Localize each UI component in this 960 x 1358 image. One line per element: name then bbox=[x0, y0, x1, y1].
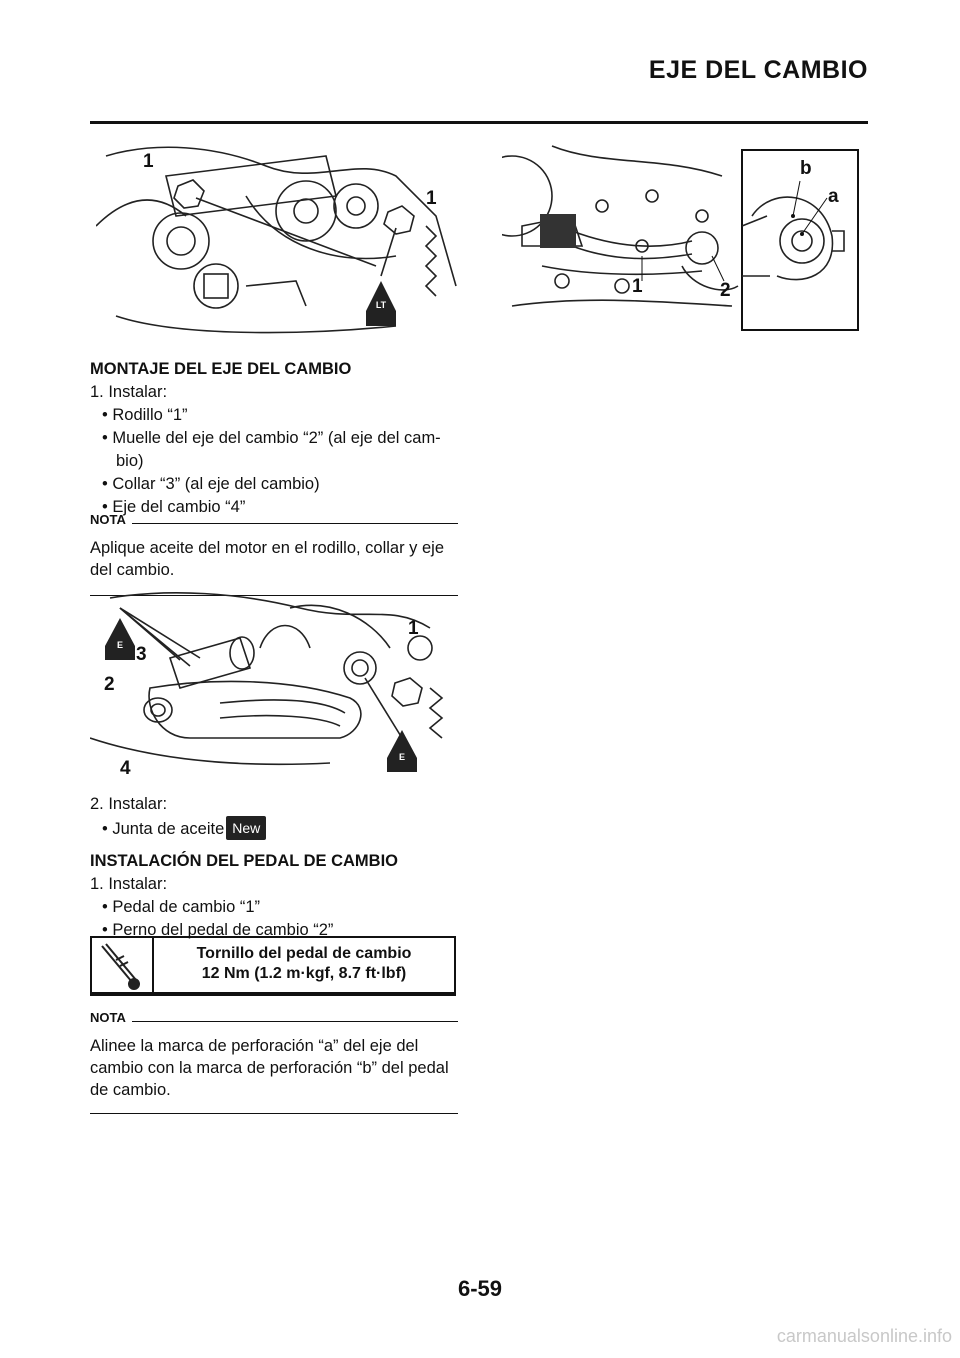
oil-seal-text: • Junta de aceite bbox=[102, 820, 225, 838]
section2-item-2: • Perno del pedal de cambio “2” bbox=[102, 921, 334, 939]
fig2-label-2: 2 bbox=[720, 280, 731, 301]
nota-2-label: NOTA bbox=[90, 1010, 126, 1025]
page-number: 6-59 bbox=[457, 1276, 503, 1301]
section2-heading: INSTALACIÓN DEL PEDAL DE CAMBIO bbox=[90, 852, 399, 870]
fig3-label-2: 2 bbox=[104, 674, 115, 695]
figure-shift-shaft bbox=[96, 136, 461, 346]
section1-item-2: • Muelle del eje del cambio “2” (al eje del cam- bbox=[102, 429, 441, 447]
fig2-label-a: a bbox=[828, 186, 839, 207]
fig3-label-4: 4 bbox=[120, 758, 131, 779]
fig3-label-3: 3 bbox=[136, 644, 147, 665]
fig3-label-1: 1 bbox=[408, 618, 419, 639]
figure-shift-pedal bbox=[502, 136, 862, 346]
header-rule bbox=[90, 121, 868, 124]
fig2-label-b: b bbox=[800, 158, 812, 179]
fig1-label-1b: 1 bbox=[426, 188, 437, 209]
lt-marker: LT bbox=[375, 300, 387, 310]
nota-1-text: Aplique aceite del motor en el rodillo, collar y eje del cambio. bbox=[90, 539, 445, 579]
nota-1 bbox=[90, 512, 458, 596]
new-badge: New bbox=[226, 816, 266, 840]
section1-item-2-cont: bio) bbox=[116, 452, 144, 470]
fig1-label-1a: 1 bbox=[143, 151, 154, 172]
section1-item-4: • Eje del cambio “4” bbox=[102, 498, 246, 516]
e-marker-1: E bbox=[116, 640, 124, 650]
nota-1-label: NOTA bbox=[90, 512, 126, 527]
nota-2 bbox=[90, 1010, 458, 1114]
section2-step1: 1. Instalar: bbox=[90, 875, 168, 893]
watermark: carmanualsonline.info bbox=[776, 1326, 952, 1346]
section1-item-3: • Collar “3” (al eje del cambio) bbox=[102, 475, 320, 493]
torque-wrench-icon bbox=[92, 938, 154, 992]
torque-spec-box bbox=[90, 936, 456, 996]
section1-step1: 1. Instalar: bbox=[90, 383, 168, 401]
fig2-label-1: 1 bbox=[632, 276, 643, 297]
section1-step2-item bbox=[102, 816, 266, 840]
torque-value: 12 Nm (1.2 m·kgf, 8.7 ft·lbf) bbox=[201, 965, 407, 982]
nota-2-text: Alinee la marca de perforación “a” del eje del cambio con la marca de perforación “b” del pedal de cambio. bbox=[90, 1037, 449, 1099]
page-title: EJE DEL CAMBIO bbox=[648, 56, 868, 84]
section1-heading: MONTAJE DEL EJE DEL CAMBIO bbox=[90, 360, 352, 378]
section2-item-1: • Pedal de cambio “1” bbox=[102, 898, 261, 916]
section1-item-1: • Rodillo “1” bbox=[102, 406, 188, 424]
figure-shaft-assembly bbox=[90, 588, 462, 788]
torque-title: Tornillo del pedal de cambio bbox=[196, 945, 412, 962]
e-marker-2: E bbox=[398, 752, 406, 762]
section1-step2: 2. Instalar: bbox=[90, 795, 168, 813]
